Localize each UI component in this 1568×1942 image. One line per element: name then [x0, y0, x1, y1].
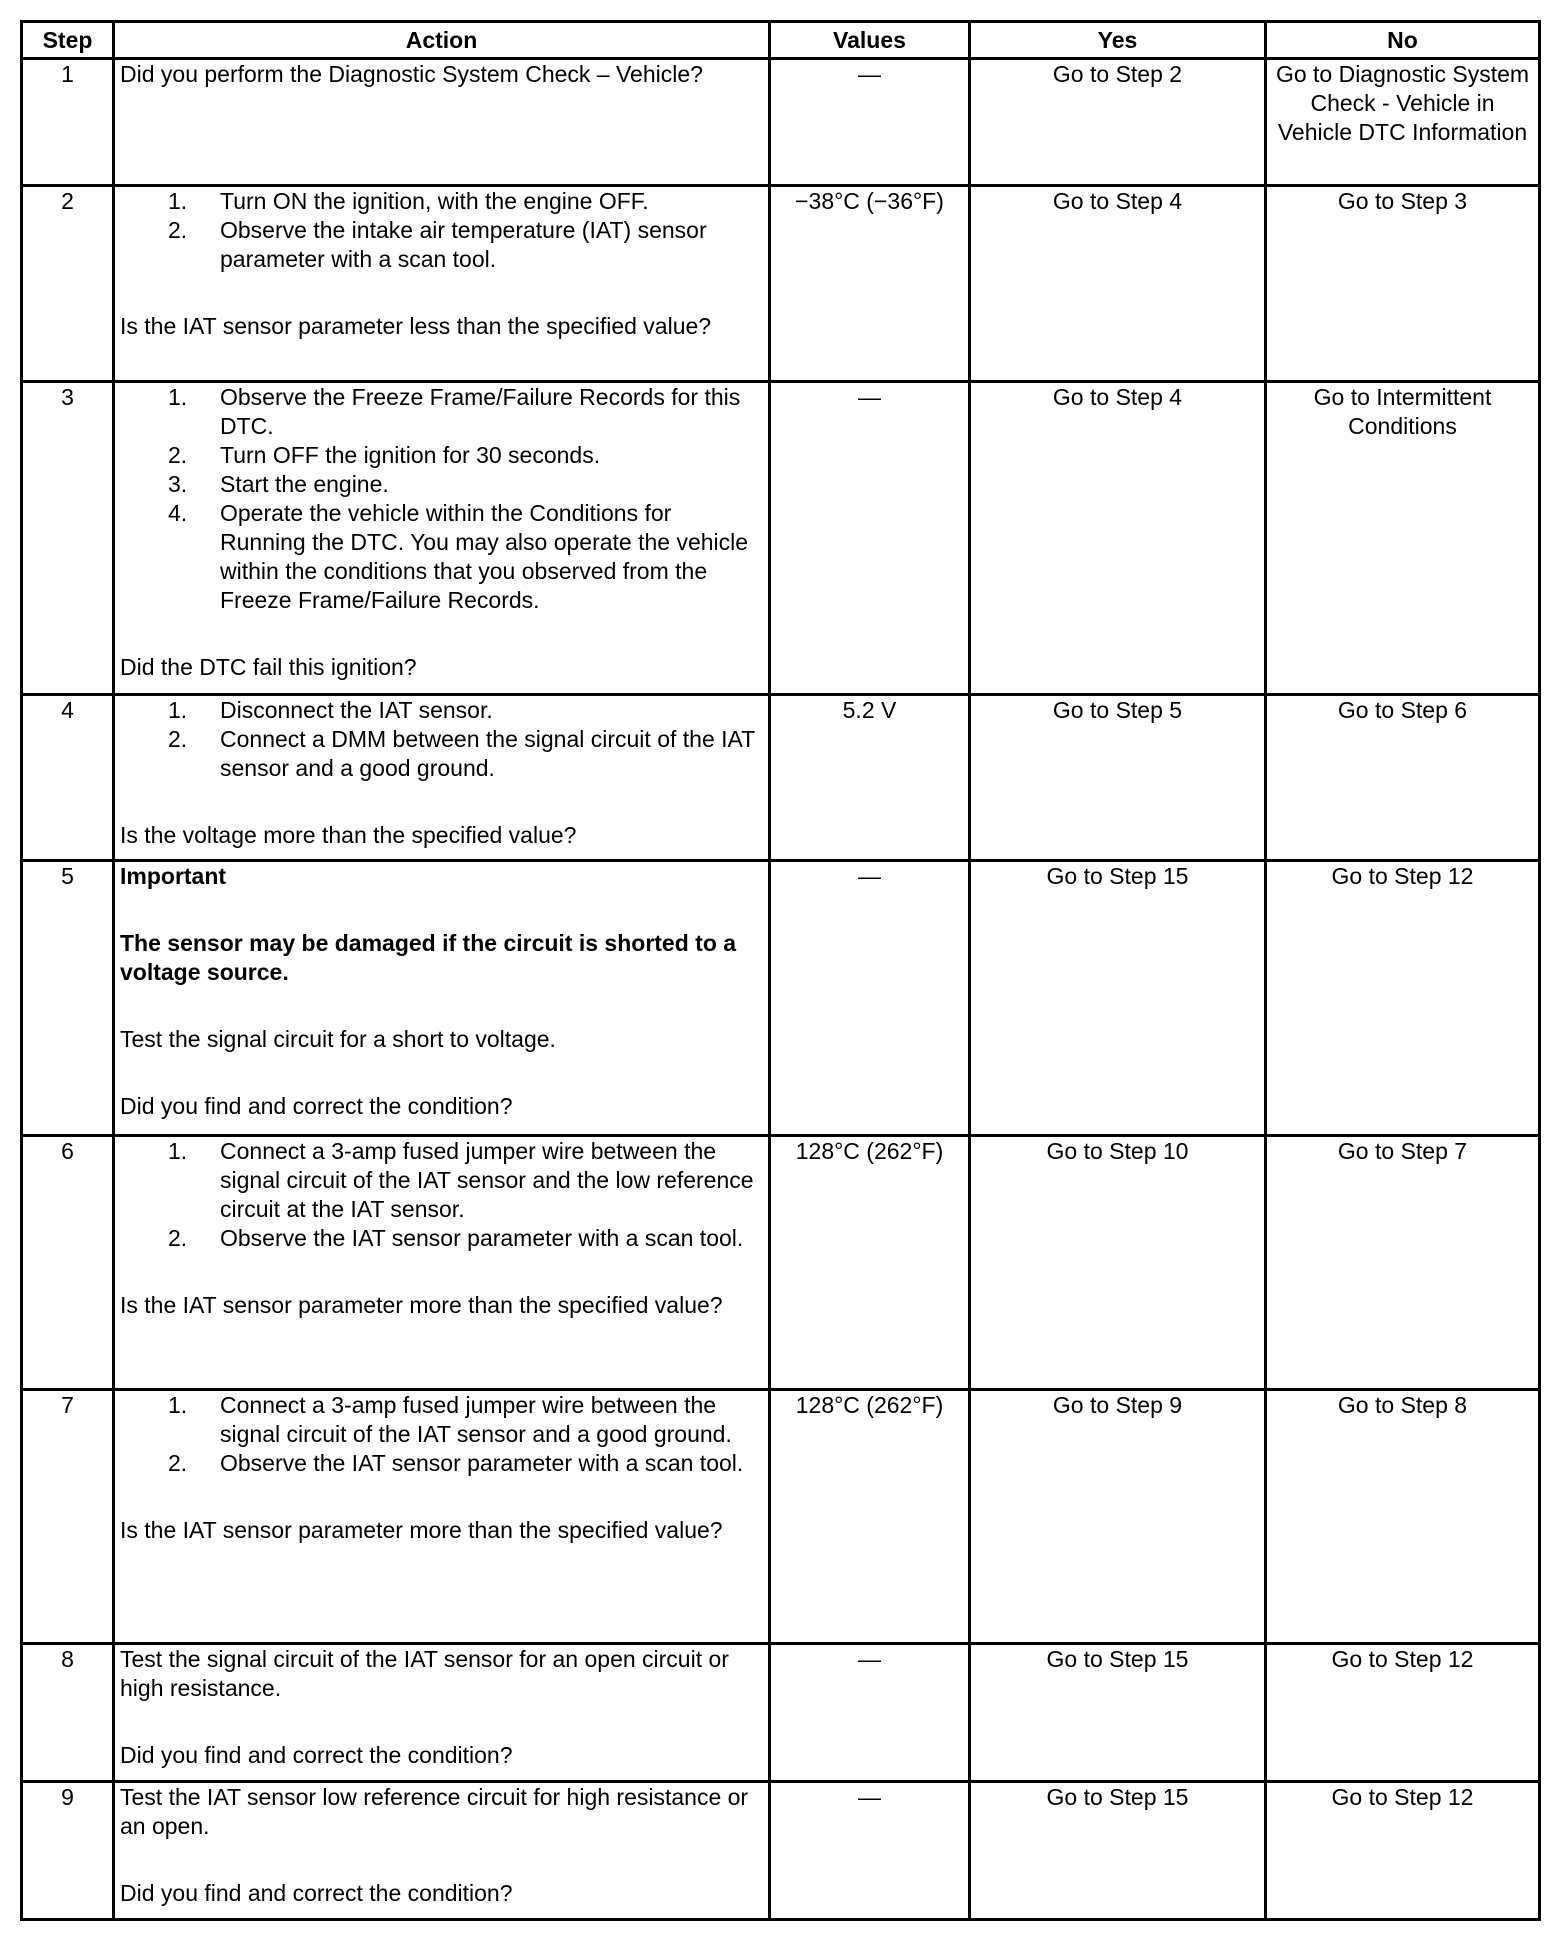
action-step-number: 2.: [168, 217, 188, 243]
action-step-number: 1.: [168, 697, 188, 723]
value-cell: 128°C (262°F): [770, 1390, 970, 1644]
table-row: [22, 861, 1540, 1136]
no-cell: Go to Step 12: [1266, 861, 1540, 1136]
no-cell: [1266, 59, 1540, 186]
action-step: [120, 383, 763, 441]
no-link: Go to Diagnostic System Check - Vehicle in Vehicle DTC Information: [1275, 61, 1530, 145]
action-steps: [120, 1391, 763, 1478]
table-row: [22, 695, 1540, 861]
action-cell: [114, 1136, 770, 1390]
no-cell: Go to Step 12: [1266, 1644, 1540, 1782]
value-cell: 128°C (262°F): [770, 1136, 970, 1390]
step-number: 2: [22, 186, 114, 382]
yes-cell: Go to Step 9: [970, 1390, 1266, 1644]
step-number: 1: [22, 59, 114, 186]
action-step: [120, 187, 763, 216]
value-cell: —: [770, 382, 970, 695]
no-cell: Go to Step 6: [1266, 695, 1540, 861]
action-step-text: Turn OFF the ignition for 30 seconds.: [220, 442, 601, 468]
action-step-number: 1.: [168, 1392, 188, 1418]
no-cell: Go to Step 8: [1266, 1390, 1540, 1644]
no-cell: Go to Step 3: [1266, 186, 1540, 382]
value-cell: —: [770, 861, 970, 1136]
no-cell: Go to Step 12: [1266, 1782, 1540, 1920]
yes-cell: Go to Step 15: [970, 1782, 1266, 1920]
action-step: [120, 441, 763, 470]
action-step: [120, 696, 763, 725]
action-step-number: 1.: [168, 1138, 188, 1164]
value-cell: —: [770, 59, 970, 186]
action-step-text: Start the engine.: [220, 471, 389, 497]
header-yes: Yes: [970, 22, 1266, 59]
action-step-text: Observe the IAT sensor parameter with a scan tool.: [220, 1450, 744, 1476]
action-steps: [120, 187, 763, 274]
action-instruction: Test the signal circuit of the IAT sensor for an open circuit or high resistance.: [120, 1646, 729, 1701]
action-step-number: 2.: [168, 1225, 188, 1251]
action-question: Did the DTC fail this ignition?: [120, 654, 417, 680]
table-row: [22, 59, 1540, 186]
action-step: [120, 1391, 763, 1449]
step-number: 4: [22, 695, 114, 861]
step-number: 7: [22, 1390, 114, 1644]
action-cell: [114, 186, 770, 382]
action-steps: [120, 1137, 763, 1253]
important-label: Important: [120, 863, 227, 889]
yes-cell: Go to Step 2: [970, 59, 1266, 186]
action-cell: [114, 1390, 770, 1644]
action-steps: [120, 383, 763, 615]
value-cell: 5.2 V: [770, 695, 970, 861]
yes-cell: Go to Step 15: [970, 861, 1266, 1136]
action-step: [120, 725, 763, 783]
header-values: Values: [770, 22, 970, 59]
yes-cell: Go to Step 5: [970, 695, 1266, 861]
table-row: [22, 382, 1540, 695]
action-step-text: Disconnect the IAT sensor.: [220, 697, 493, 723]
action-cell: [114, 861, 770, 1136]
step-number: 9: [22, 1782, 114, 1920]
action-cell: [114, 59, 770, 186]
warning-text: The sensor may be damaged if the circuit is shorted to a voltage source.: [120, 930, 737, 985]
diagnostic-table: [20, 20, 1541, 1921]
action-step-text: Connect a 3-amp fused jumper wire between the signal circuit of the IAT sensor and a good ground.: [220, 1392, 732, 1447]
yes-cell: Go to Step 4: [970, 382, 1266, 695]
no-cell: Go to Step 7: [1266, 1136, 1540, 1390]
value-cell: —: [770, 1644, 970, 1782]
action-cell: [114, 1782, 770, 1920]
action-question: Did you find and correct the condition?: [120, 1093, 513, 1119]
table-row: [22, 1390, 1540, 1644]
action-question: Did you find and correct the condition?: [120, 1880, 513, 1906]
action-question: Is the voltage more than the specified value?: [120, 822, 577, 848]
value-cell: −38°C (−36°F): [770, 186, 970, 382]
action-step-text: Turn ON the ignition, with the engine OFF.: [220, 188, 649, 214]
action-step-number: 2.: [168, 1450, 188, 1476]
action-question: Did you perform the Diagnostic System Check – Vehicle?: [120, 61, 703, 87]
header-step: Step: [22, 22, 114, 59]
action-cell: [114, 1644, 770, 1782]
action-instruction: Test the IAT sensor low reference circuit for high resistance or an open.: [120, 1784, 749, 1839]
header-row: [22, 22, 1540, 59]
action-step: [120, 1224, 763, 1253]
step-number: 6: [22, 1136, 114, 1390]
action-step-text: Connect a DMM between the signal circuit of the IAT sensor and a good ground.: [220, 726, 755, 781]
action-step-text: Operate the vehicle within the Conditions for Running the DTC. You may also operate the vehicle within the conditions that you observed from the Freeze Frame/Failure Records.: [220, 500, 749, 613]
step-number: 5: [22, 861, 114, 1136]
action-step: [120, 470, 763, 499]
action-step: [120, 1449, 763, 1478]
action-question: Is the IAT sensor parameter more than the specified value?: [120, 1517, 723, 1543]
action-step-number: 2.: [168, 442, 188, 468]
action-step-text: Observe the Freeze Frame/Failure Records for this DTC.: [220, 384, 741, 439]
action-step-number: 1.: [168, 188, 188, 214]
table-row: [22, 1782, 1540, 1920]
step-number: 8: [22, 1644, 114, 1782]
action-cell: [114, 695, 770, 861]
action-step-text: Observe the intake air temperature (IAT) sensor parameter with a scan tool.: [220, 217, 707, 272]
action-cell: [114, 382, 770, 695]
header-action: Action: [114, 22, 770, 59]
action-question: Did you find and correct the condition?: [120, 1742, 513, 1768]
action-steps: [120, 696, 763, 783]
action-step-text: Connect a 3-amp fused jumper wire between the signal circuit of the IAT sensor and the low reference circuit at the IAT sensor.: [220, 1138, 754, 1222]
action-step: [120, 1137, 763, 1224]
action-step-number: 4.: [168, 500, 188, 526]
yes-cell: Go to Step 10: [970, 1136, 1266, 1390]
yes-cell: Go to Step 15: [970, 1644, 1266, 1782]
no-cell: Go to Intermittent Conditions: [1266, 382, 1540, 695]
yes-cell: Go to Step 4: [970, 186, 1266, 382]
action-instruction: Test the signal circuit for a short to voltage.: [120, 1026, 556, 1052]
table-row: [22, 186, 1540, 382]
action-step-number: 3.: [168, 471, 188, 497]
step-number: 3: [22, 382, 114, 695]
action-step: [120, 216, 763, 274]
value-cell: —: [770, 1782, 970, 1920]
action-step-number: 1.: [168, 384, 188, 410]
table-row: [22, 1136, 1540, 1390]
action-question: Is the IAT sensor parameter less than the specified value?: [120, 313, 712, 339]
table-row: [22, 1644, 1540, 1782]
action-question: Is the IAT sensor parameter more than the specified value?: [120, 1292, 723, 1318]
action-step-text: Observe the IAT sensor parameter with a scan tool.: [220, 1225, 744, 1251]
action-step-number: 2.: [168, 726, 188, 752]
action-step: [120, 499, 763, 615]
header-no: No: [1266, 22, 1540, 59]
